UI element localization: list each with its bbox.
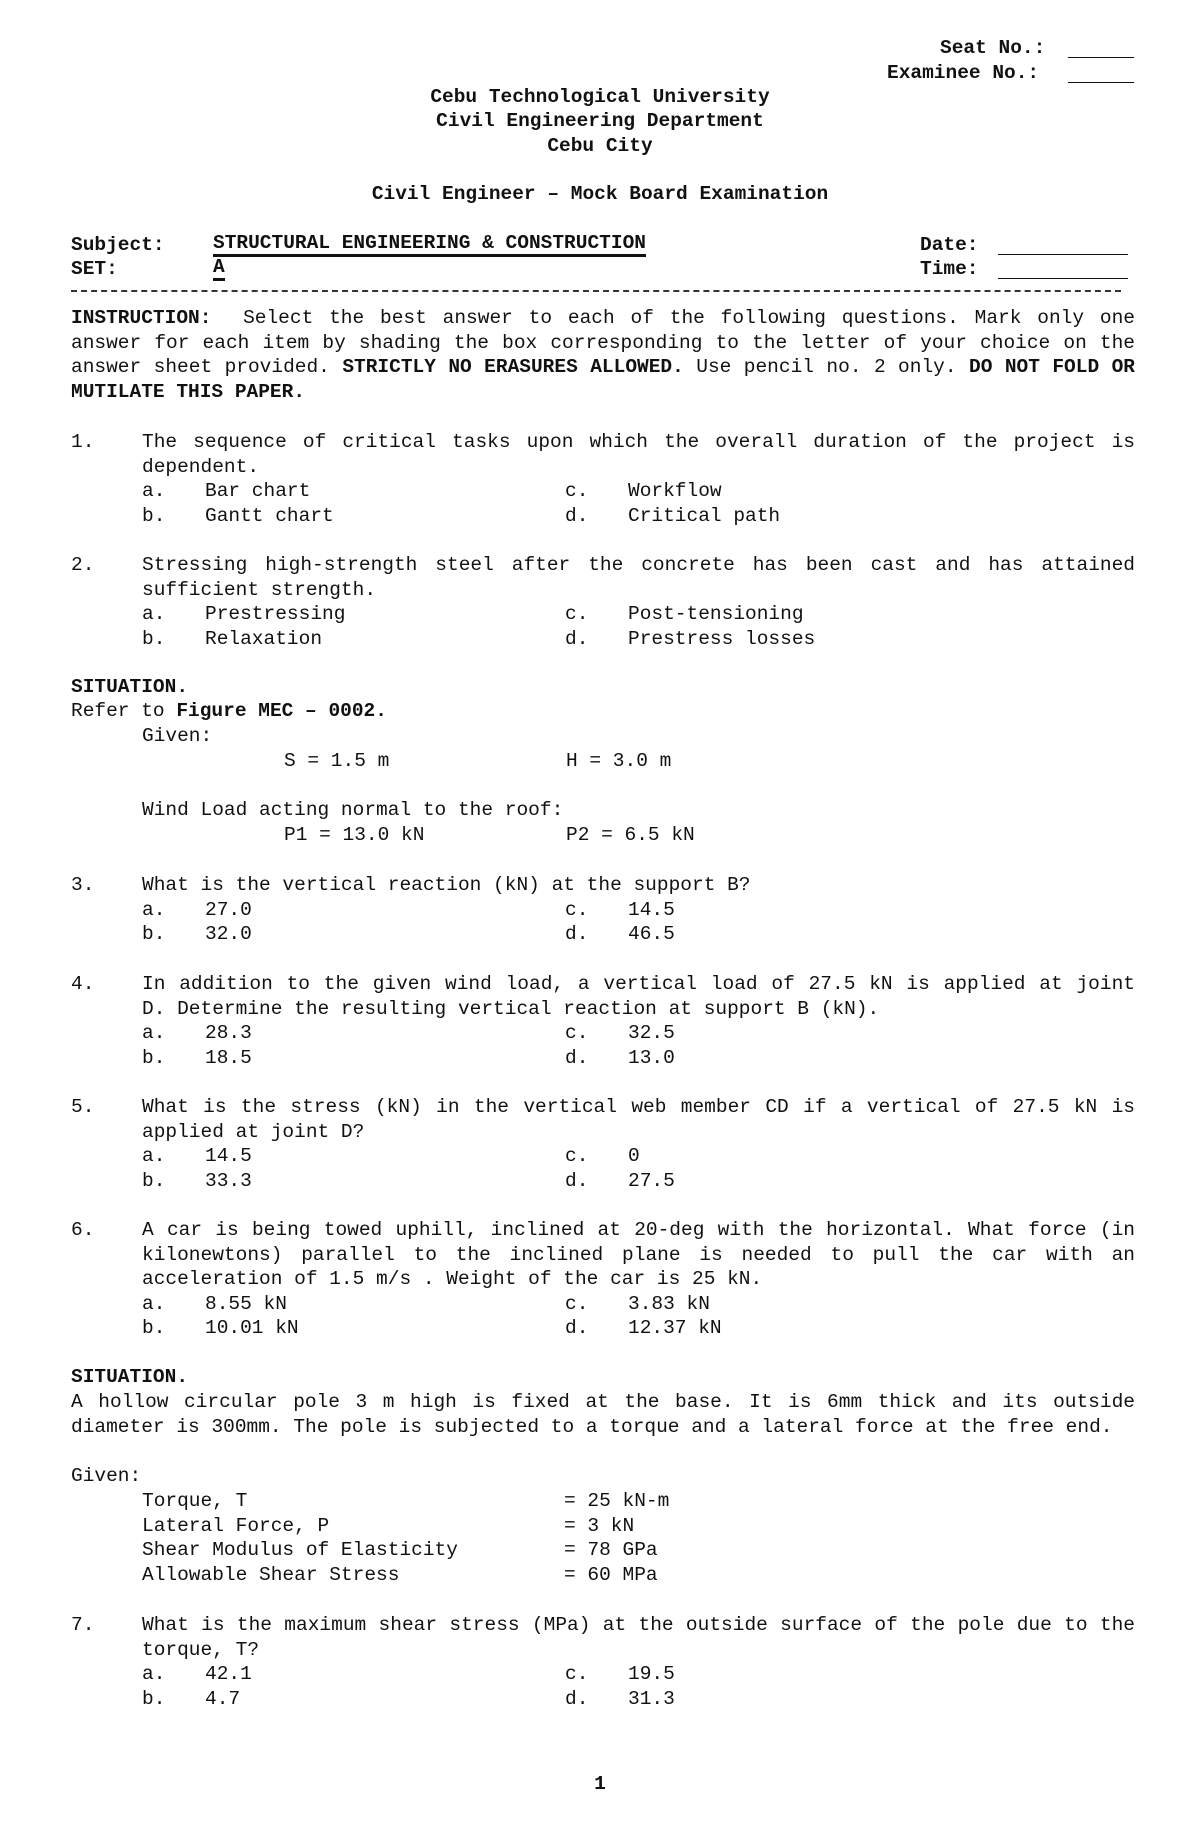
option-b: b. 32.0 (142, 923, 252, 945)
figure-reference: Figure MEC – 0002. (176, 700, 387, 722)
seat-field[interactable] (1068, 57, 1134, 58)
option-d: d. Critical path (565, 504, 781, 527)
question-7 (71, 1613, 1135, 1711)
option-c: c. 14.5 (565, 898, 675, 921)
option-b: b. 18.5 (142, 1046, 252, 1069)
page-number: 1 (594, 1773, 606, 1795)
subject-value: STRUCTURAL ENGINEERING & CONSTRUCTION (213, 233, 646, 257)
question-text: What is the vertical reaction (kN) at the support B? (142, 874, 751, 896)
city-name: Cebu City (547, 135, 653, 157)
question-1 (71, 430, 1135, 528)
question-text: In addition to the given wind load, a vertical load of 27.5 kN is applied at joint D. Determine the resulting vertical reaction at support B (kN). (142, 973, 1135, 1020)
question-text: The sequence of critical tasks upon which the overall duration of the project is dependent. (142, 431, 1135, 478)
seat-label: Seat No.: (940, 37, 1046, 59)
option-b: b. Relaxation (142, 627, 323, 650)
situation-1-given-label: Given: (142, 725, 213, 747)
given-value-lateral-force: = 3 kN (564, 1515, 635, 1537)
given-row-torque: Torque, T (142, 1490, 248, 1512)
option-d: d. 46.5 (565, 923, 675, 945)
question-6 (71, 1218, 1135, 1341)
question-number: 7. (71, 1614, 95, 1636)
situation-1-refer: Refer to Figure MEC – 0002. (71, 700, 387, 722)
p1-value: P1 = 13.0 kN (284, 824, 425, 846)
instruction-pencil: Use pencil no. 2 only. (696, 356, 957, 378)
option-b: b. 33.3 (142, 1169, 252, 1192)
question-number: 6. (71, 1219, 95, 1241)
divider (71, 290, 1121, 292)
question-number: 4. (71, 973, 95, 995)
given-row-lateral-force: Lateral Force, P (142, 1515, 330, 1537)
question-number: 1. (71, 431, 95, 453)
h-value: H = 3.0 m (566, 750, 672, 772)
option-a: a. 27.0 (142, 898, 252, 921)
option-a: a. 14.5 (142, 1145, 252, 1167)
option-c: c. 0 (565, 1145, 640, 1167)
given-row-allowable-shear: Allowable Shear Stress (142, 1564, 400, 1586)
option-d: d. 31.3 (565, 1687, 675, 1710)
p2-value: P2 = 6.5 kN (566, 824, 695, 846)
question-2 (71, 553, 1135, 651)
option-b: b. Gantt chart (142, 504, 334, 527)
option-c: c. 3.83 kN (565, 1292, 710, 1315)
instruction-label: INSTRUCTION: (71, 307, 212, 329)
given-value-shear-modulus: = 78 GPa (564, 1539, 658, 1561)
instruction-block (71, 306, 1135, 404)
instruction-text: Select the best answer to each of the following questions. Mark only one answer for each item by shading the box corresponding to the letter of your choice on the answer sheet provided. (71, 307, 1135, 378)
option-c: c. 19.5 (565, 1663, 675, 1685)
date-label: Date: (920, 234, 979, 256)
option-a: a. Prestressing (142, 603, 346, 625)
situation-2-label: SITUATION. (71, 1366, 189, 1388)
exam-title: Civil Engineer – Mock Board Examination (371, 183, 829, 205)
option-a: a. 28.3 (142, 1022, 252, 1044)
option-b: b. 10.01 kN (142, 1317, 299, 1339)
option-a: a. 8.55 kN (142, 1292, 287, 1315)
question-number: 5. (71, 1096, 95, 1118)
department-name: Civil Engineering Department (436, 110, 764, 132)
option-d: d. 12.37 kN (565, 1317, 722, 1339)
subject-label: Subject: (71, 234, 165, 256)
question-number: 3. (71, 874, 95, 896)
time-field[interactable] (998, 278, 1128, 279)
option-a: a. Bar chart (142, 480, 311, 502)
option-c: c. 32.5 (565, 1022, 675, 1044)
question-5 (71, 1095, 1135, 1193)
question-text: What is the maximum shear stress (MPa) at the outside surface of the pole due to the torque, T? (142, 1614, 1135, 1661)
set-label: SET: (71, 258, 118, 280)
given-value-torque: = 25 kN-m (564, 1490, 670, 1512)
question-text: What is the stress (kN) in the vertical web member CD if a vertical of 27.5 kN is applied at joint D? (142, 1096, 1135, 1143)
time-label: Time: (920, 258, 979, 280)
option-d: d. 13.0 (565, 1046, 675, 1069)
option-b: b. 4.7 (142, 1687, 241, 1710)
option-c: c. Workflow (565, 480, 722, 502)
given-row-shear-modulus: Shear Modulus of Elasticity (142, 1539, 458, 1561)
examinee-label: Examinee No.: (887, 62, 1040, 84)
s-value: S = 1.5 m (284, 750, 390, 772)
university-name: Cebu Technological University (430, 86, 770, 108)
date-field[interactable] (998, 254, 1128, 255)
option-d: d. Prestress losses (565, 627, 816, 650)
option-a: a. 42.1 (142, 1663, 252, 1685)
examinee-field[interactable] (1068, 82, 1134, 83)
situation-2-given-label: Given: (71, 1465, 142, 1487)
instruction-strict: STRICTLY NO ERASURES ALLOWED. (342, 356, 684, 378)
wind-load-label: Wind Load acting normal to the roof: (142, 799, 564, 821)
question-text: A car is being towed uphill, inclined at 20-deg with the horizontal. What force (in kilonewtons) parallel to the inclined plane is needed to pull the car with an acceleration of 1.5 m/s . Weight of the car is 25 kN. (142, 1219, 1135, 1290)
situation-2-text: A hollow circular pole 3 m high is fixed at the base. It is 6mm thick and its outside diameter is 300mm. The pole is subjected to a torque and a lateral force at the free end. (71, 1391, 1135, 1438)
question-4 (71, 972, 1135, 1070)
question-number: 2. (71, 554, 95, 576)
option-d: d. 27.5 (565, 1169, 675, 1192)
instruction-no-fold: DO NOT FOLD OR MUTILATE THIS PAPER. (71, 356, 1135, 403)
question-3 (71, 873, 1135, 947)
situation-1-label: SITUATION. (71, 676, 189, 698)
given-value-allowable-shear: = 60 MPa (564, 1564, 658, 1586)
set-value: A (213, 257, 225, 281)
question-text: Stressing high-strength steel after the concrete has been cast and has attained sufficient strength. (142, 554, 1135, 601)
option-c: c. Post-tensioning (565, 603, 804, 625)
